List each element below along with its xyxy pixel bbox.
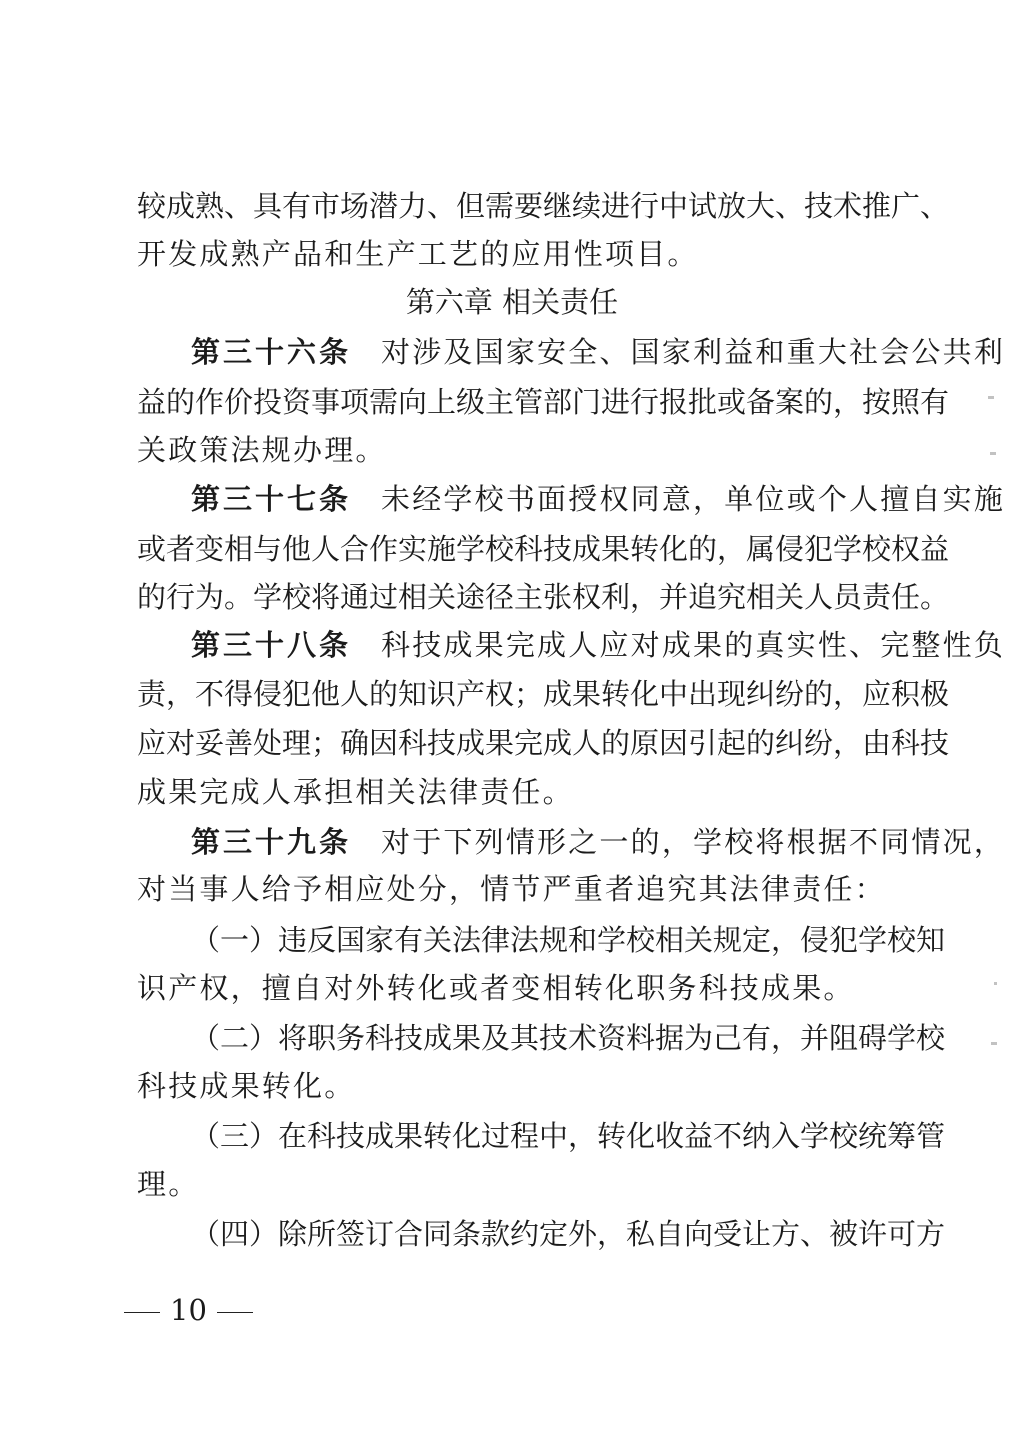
paragraph-line: 关政策法规办理。 [137,433,387,467]
paragraph-line: 成果完成人承担相关法律责任。 [137,775,574,809]
article-text: 未经学校书面授权同意，单位或个人擅自实施 [381,482,1006,516]
chapter-heading [0,282,1024,322]
scan-speck [991,1042,997,1045]
paragraph-line: 开发成熟产品和生产工艺的应用性项目。 [137,237,699,271]
chapter-title: 相关责任 [502,285,619,319]
paragraph-line: 或者变相与他人合作实施学校科技成果转化的，属侵犯学校权益 [137,532,950,566]
item-line: 理。 [137,1167,200,1201]
paragraph-line: 较成熟、具有市场潜力、但需要继续进行中试放大、技术推广、 [137,189,950,223]
article-text: 对于下列情形之一的，学校将根据不同情况， [381,825,1006,859]
scan-speck [994,982,997,985]
article-label: 第三十八条 [191,628,352,662]
paragraph-line: 益的作价投资事项需向上级主管部门进行报批或备案的，按照有 [137,385,950,419]
page-number-dash [124,1312,160,1313]
paragraph-line: 对当事人给予相应处分，情节严重者追究其法律责任： [137,872,886,906]
chapter-number: 第六章 [405,285,493,319]
article-37-line [191,479,1006,519]
article-label: 第三十九条 [191,825,352,859]
scan-speck [988,396,994,399]
paragraph-line: 应对妥善处理；确因科技成果完成人的原因引起的纠纷，由科技 [137,726,950,760]
page-number [124,1290,253,1330]
article-36-line [191,332,1006,372]
item-line: （二）将职务科技成果及其技术资料据为己有，并阻碍学校 [191,1021,946,1055]
item-line: 识产权，擅自对外转化或者变相转化职务科技成果。 [137,971,855,1005]
article-label: 第三十六条 [191,335,352,369]
article-text: 科技成果完成人应对成果的真实性、完整性负 [381,628,1006,662]
article-label: 第三十七条 [191,482,352,516]
article-39-line [191,822,1006,862]
page-number-value: 10 [170,1293,207,1327]
paragraph-line: 的行为。学校将通过相关途径主张权利，并追究相关人员责任。 [137,580,950,614]
item-line: （一）违反国家有关法律法规和学校相关规定，侵犯学校知 [191,923,946,957]
item-line: （三）在科技成果转化过程中，转化收益不纳入学校统筹管 [191,1119,946,1153]
paragraph-line: 责，不得侵犯他人的知识产权；成果转化中出现纠纷的，应积极 [137,677,950,711]
scan-speck [990,452,996,455]
item-line: 科技成果转化。 [137,1069,356,1103]
item-line: （四）除所签订合同条款约定外，私自向受让方、被许可方 [191,1217,946,1251]
article-38-line [191,625,1006,665]
article-text: 对涉及国家安全、国家利益和重大社会公共利 [381,335,1006,369]
page-number-dash [217,1312,253,1313]
